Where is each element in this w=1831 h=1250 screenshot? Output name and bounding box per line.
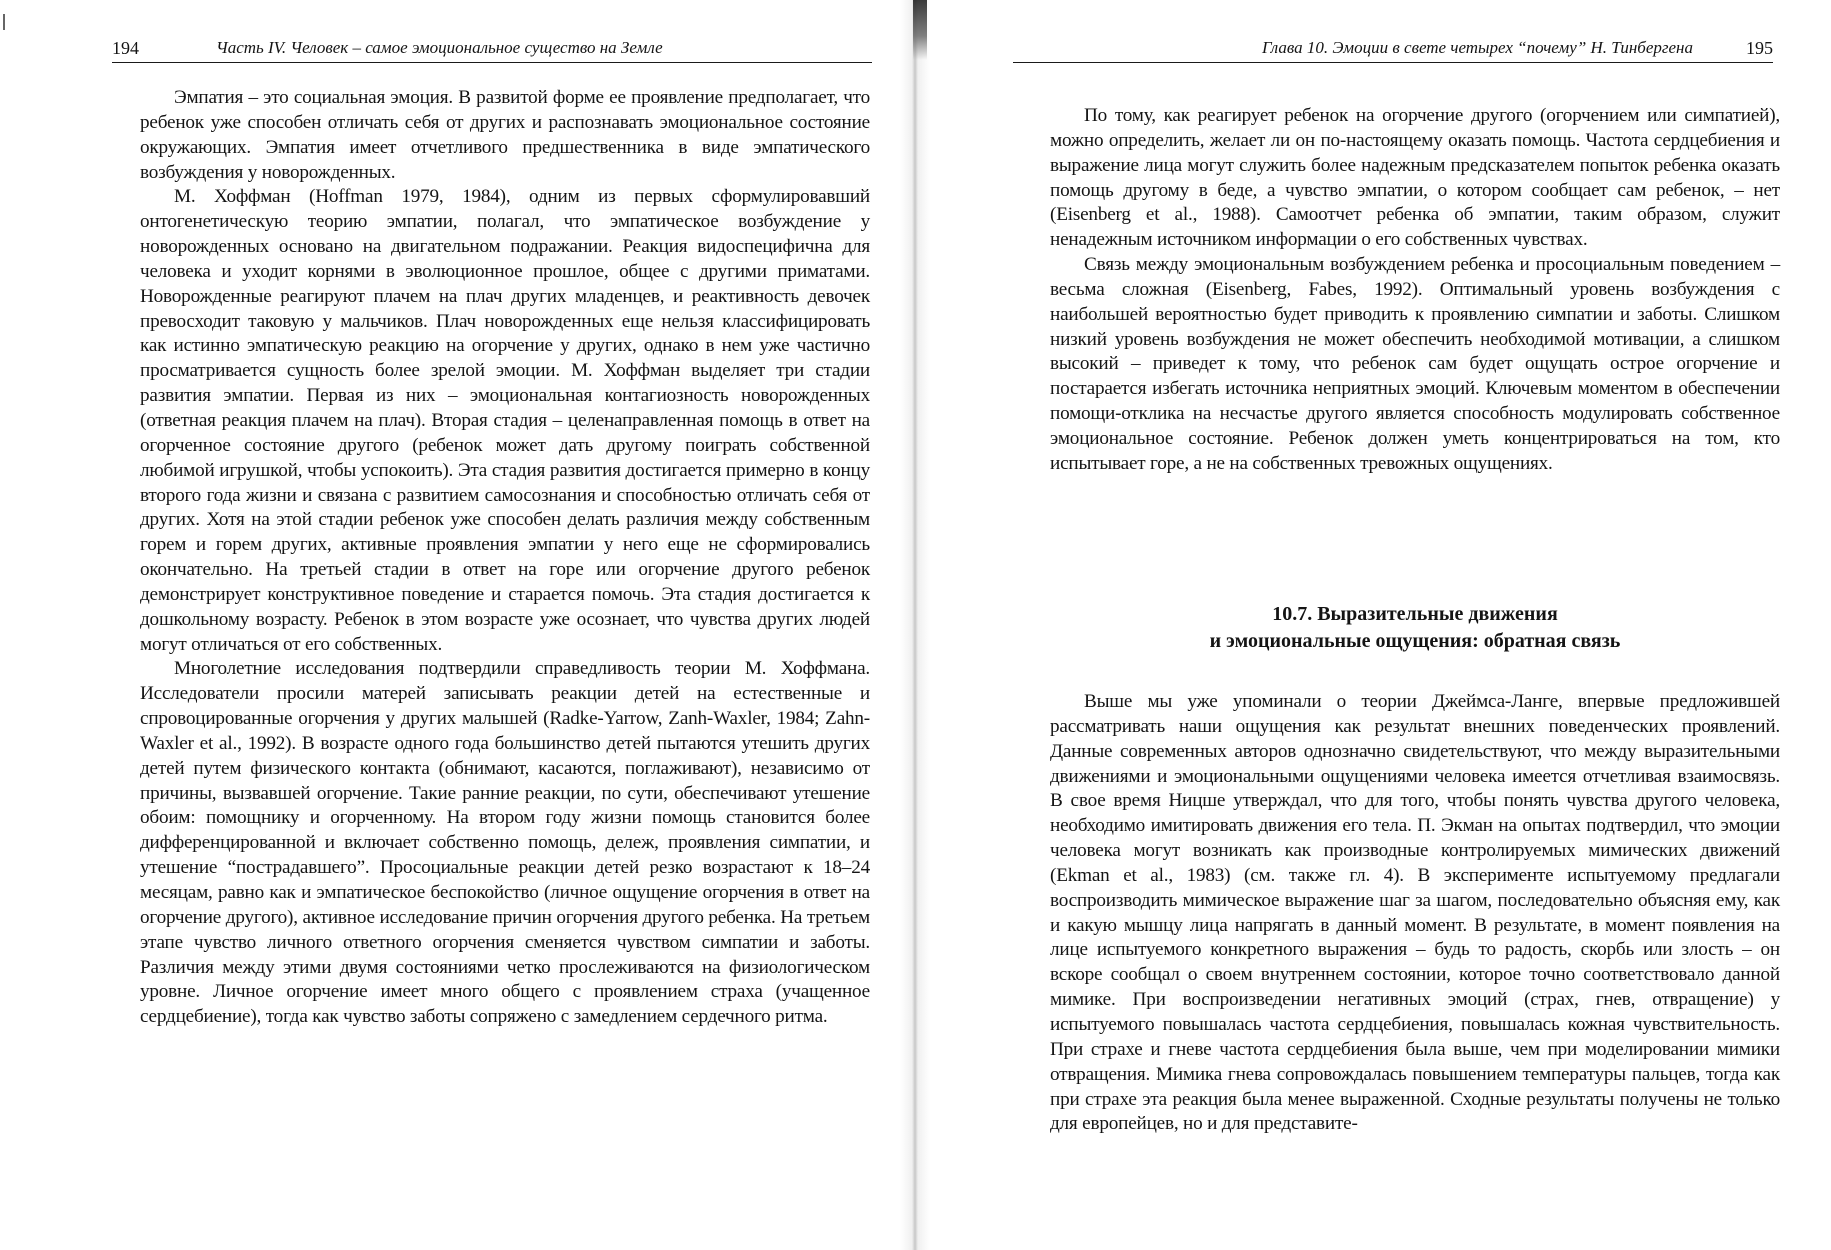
section-heading — [1050, 601, 1780, 655]
section-heading-line-2: и эмоциональные ощущения: обратная связь — [1209, 630, 1621, 652]
right-page-body-bottom — [1050, 690, 1780, 1137]
left-paragraph-3: Многолетние исследования подтвердили справедливость теории М. Хоффмана. Исследователи просили матерей записывать реакции детей на естественные и спровоцированные огорчения у других малышей (Radke-Yarrow, Zanh-Waxler, 1984; Zahn-Waxler et al., 1992). В возрасте одного года большинство детей пытаются утешить других детей путем физического контакта (обнимают, касаются, поглаживают), независимо от причины, вызвавшей огорчение. Такие ранние реакции, по сути, обеспечивают утешение обоим: помощнику и огорченному. На втором году жизни помощь становится более дифференцированной и включает собственно помощь, дележ, проявления симпатии, и утешение “пострадавшего”. Просоциальные реакции детей резко возрастают к 18–24 месяцам, равно как и эмпатическое беспокойство (личное ощущение огорчения в ответ на огорчение другого), активное исследование причин огорчения другого ребенка. На третьем этапе чувство личного ответного огорчения сменяется чувством симпатии и заботы. Различия между этими двумя состояниями четко прослеживаются на физиологическом уровне. Личное огорчение имеет много общего с проявлением страха (учащенное сердцебиение), тогда как чувство заботы сопряжено с замедлением сердечного ритма. — [140, 658, 870, 1028]
section-heading-line-1: 10.7. Выразительные движения — [1272, 603, 1558, 625]
left-page-body — [140, 86, 870, 1030]
right-paragraph-1: По тому, как реагирует ребенок на огорчение другого (огорчением или симпатией), можно определить, желает ли он по-настоящему оказать помощь. Частота сердцебиения и выражение лица могут служить более надежным предсказателем попыток ребенка оказать помощь другому в беде, а чувство эмпатии, о котором сообщает сам ребенок, – нет (Eisenberg et al., 1988). Самоотчет ребенка об эмпатии, таким образом, служит ненадежным источником информации о его собственных чувствах. — [1050, 105, 1780, 251]
right-page-number: 195 — [1746, 38, 1773, 58]
left-paragraph-2: М. Хоффман (Hoffman 1979, 1984), одним из первых сформулировавший онтогенетическую теорию эмпатии, полагал, что эмпатическое возбуждение у новорожденных основано на двигательном подражании. Реакция видоспецифична для человека и уходит корнями в эволюционное прошлое, общее с другими приматами. Новорожденные реагируют плачем на плач других младенцев, и реактивность девочек превосходит таковую у мальчиков. Плач новорожденных еще нельзя классифицировать как истинно эмпатическую реакцию на огорчение у других, однако в нем уже частично просматривается сущность более зрелой эмоции. М. Хоффман выделяет три стадии развития эмпатии. Первая из них – эмоциональная контагиозность новорожденных (ответная реакция плачем на плач). Вторая стадия – целенаправленная помощь в ответ на огорченное состояние другого (ребенок может дать другому поиграть собственной любимой игрушкой, чтобы успокоить). Эта стадия развития достигается примерно в концу второго года жизни и связана с развитием самосознания и способностью отличать себя от других. Хотя на этой стадии ребенок уже способен делать различия между собственным горем и горем других, активные проявления эмпатии у него еще не сформировались окончательно. На третьей стадии в ответ на горе или огорчение другого ребенок демонстрирует конструктивное поведение и старается помочь. Эта стадия достигается к дошкольному возрасту. Ребенок в этом возрасте уже осознает, что чувства других людей могут отличаться от его собственных. — [140, 186, 870, 655]
left-running-head: Часть IV. Человек – самое эмоциональное существо на Земле — [216, 38, 663, 57]
left-page-number: 194 — [112, 38, 139, 58]
right-paragraph-2: Связь между эмоциональным возбуждением ребенка и просоциальным поведением – весьма сложная (Eisenberg, Fabes, 1992). Оптимальный уровень возбуждения с наибольшей вероятностью будет приводить к проявлению симпатии и заботы. Слишком низкий уровень возбуждения не может обеспечить необходимой мотивации, а слишком высокий – приведет к тому, что ребенок сам будет ощущать острое огорчение и постарается избегать источника неприятных эмоций. Ключевым моментом в обеспечении помощи-отклика на несчастье другого является способность модулировать собственное эмоциональное состояние. Ребенок должен уметь концентрироваться на том, кто испытывает горе, а не на собственных тревожных ощущениях. — [1050, 254, 1780, 474]
right-page — [920, 0, 1831, 1250]
right-paragraph-3: Выше мы уже упоминали о теории Джеймса-Ланге, впервые предложившей рассматривать наши ощущения как результат внешних поведенческих проявлений. Данные современных авторов однозначно свидетельствуют, что между выразительными движениями и эмоциональными ощущениями человека имеется отчетливая взаимосвязь. В свое время Ницше утверждал, что для того, чтобы понять чувства другого человека, необходимо имитировать движения его тела. П. Экман на опытах подтвердил, что эмоции человека могут возникать как производные контролируемых мимических движений (Ekman et al., 1983) (см. также гл. 4). В эксперименте испытуемому предлагали воспроизводить мимическое выражение шаг за шагом, последовательно объясняя ему, как и какую мышцу лица напрягать в данный момент. В результате, в момент появления на лице испытуемого конкретного выражения – будь то радость, скорбь или злость – он вскоре сообщал о своем внутреннем состоянии, которое точно соответствовало данной мимике. При воспроизведении негативных эмоций (страх, гнев, отвращение) у испытуемого повышалась частота сердцебиения, повышалась кожная чувствительность. При страхе и гневе частота сердцебиения была выше, чем при моделировании мимики отвращения. Мимика гнева сопровождалась повышением температуры пальцев, тогда как при страхе эта реакция была менее выраженной. Сходные результаты получены не только для европейцев, но и для представите- — [1050, 691, 1780, 1135]
left-paragraph-1: Эмпатия – это социальная эмоция. В развитой форме ее проявление предполагает, что ребенок уже способен отличать себя от других и распознавать эмоциональное состояние окружающих. Эмпатия имеет отчетливого предшественника в виде эмпатического возбуждения у новорожденных. — [140, 87, 870, 183]
left-page — [0, 0, 915, 1250]
left-page-header — [112, 36, 872, 63]
right-page-body-top — [1050, 104, 1780, 477]
right-page-header — [1013, 36, 1773, 63]
right-running-head: Глава 10. Эмоции в свете четырех “почему” Н. Тинбергена — [1262, 38, 1693, 57]
